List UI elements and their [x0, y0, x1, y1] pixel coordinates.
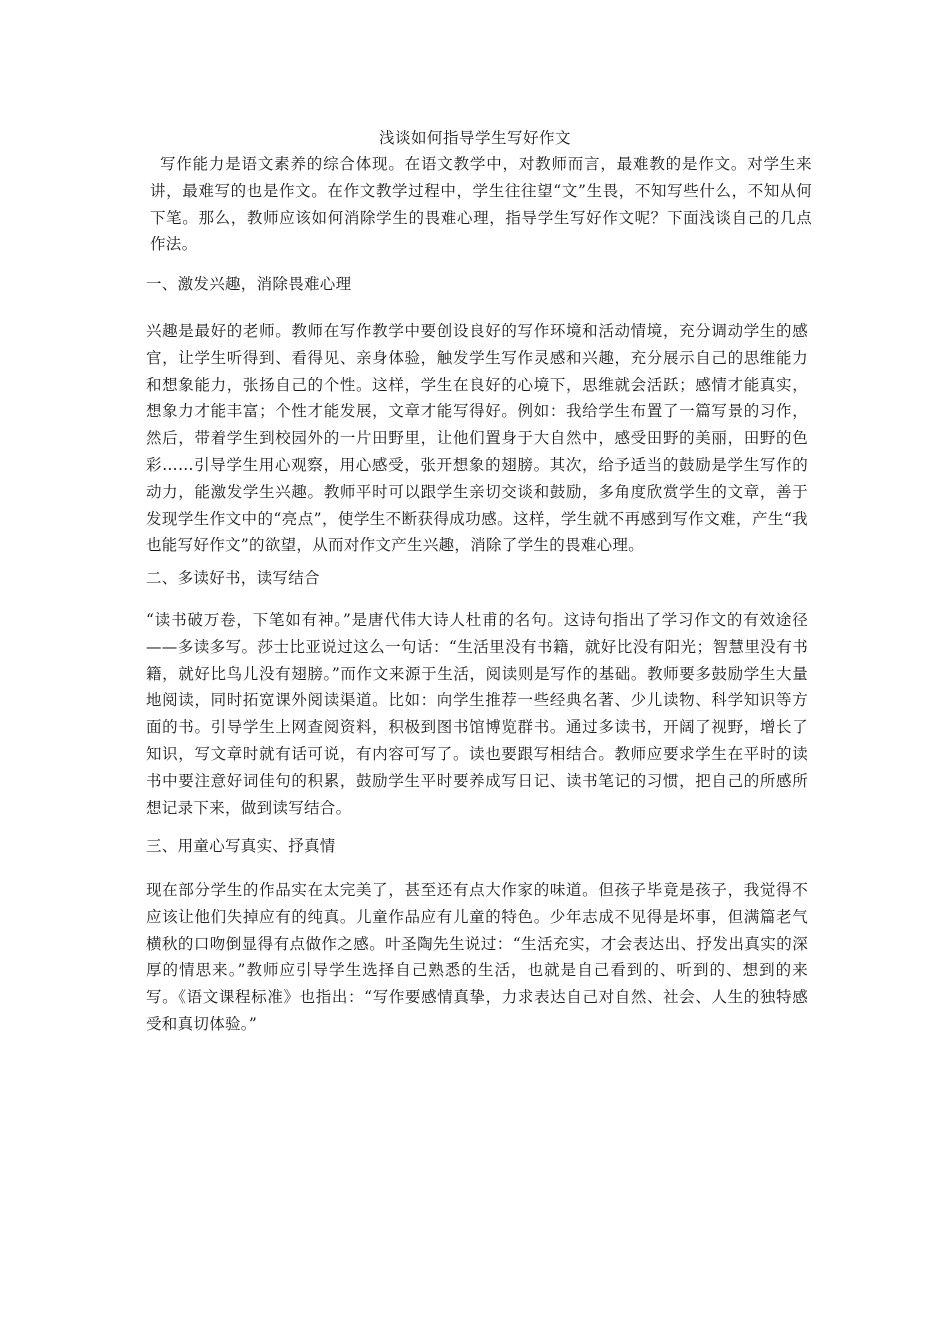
- section-paragraph-3: 现在部分学生的作品实在太完美了，甚至还有点大作家的味道。但孩子毕竟是孩子，我觉得不应该让他们失掉应有的纯真。儿童作品应有儿童的特色。少年志成不见得是坏事，但满篇老气横秋的口吻倒显得有点做作之感。叶圣陶先生说过：“生活充实，才会表达出、抒发出真实的深厚的情思来。”教师应引导学生选择自己熟悉的生活，也就是自己看到的、听到的、想到的来写。《语文课程标准》也指出：“写作要感情真挚，力求表达自己对自然、社会、人生的独特感受和真切体验。”: [146, 881, 808, 1033]
- document-title: 浅谈如何指导学生写好作文: [378, 129, 571, 147]
- section-paragraph-2: “读书破万卷，下笔如有神。”是唐代伟大诗人杜甫的名句。这诗句指出了学习作文的有效途径——多读多写。莎士比亚说过这么一句话：“生活里没有书籍，就好比没有阳光；智慧里没有书籍，就好比鸟儿没有翅膀。”而作文来源于生活，阅读则是写作的基础。教师要多鼓励学生大量地阅读，同时拓宽课外阅读渠道。比如：向学生推荐一些经典名著、少儿读物、科学知识等方面的书。引导学生上网查阅资料，积极到图书馆博览群书。通过多读书，开阔了视野，增长了知识，写文章时就有话可说，有内容可写了。读也要跟写相结合。教师应要求学生在平时的读书中要注意好词佳句的积累，鼓励学生平时要养成写日记、读书笔记的习惯，把自己的所感所想记录下来，做到读写结合。: [146, 611, 808, 817]
- section-heading-3: 三、用童心写真实、抒真情: [146, 837, 336, 855]
- section-heading-1: 一、激发兴趣，消除畏难心理: [146, 275, 352, 293]
- intro-paragraph: 写作能力是语文素养的综合体现。在语文教学中，对教师而言，最难教的是作文。对学生来讲，最难写的也是作文。在作文教学过程中，学生往往望“文”生畏，不知写些什么，不知从何下笔。那么，教师应该如何消除学生的畏难心理，指导学生写好作文呢？下面浅谈自己的几点作法。: [150, 155, 812, 254]
- section-paragraph-1: 兴趣是最好的老师。教师在写作教学中要创设良好的写作环境和活动情境，充分调动学生的感官，让学生听得到、看得见、亲身体验，触发学生写作灵感和兴趣，充分展示自己的思维能力和想象能力，张扬自己的个性。这样，学生在良好的心境下，思维就会活跃；感情才能真实，想象力才能丰富；个性才能发展，文章才能写得好。例如：我给学生布置了一篇写景的习作，然后，带着学生到校园外的一片田野里，让他们置身于大自然中，感受田野的美丽，田野的色彩……引导学生用心观察，用心感受，张开想象的翅膀。其次，给予适当的鼓励是学生写作的动力，能激发学生兴趣。教师平时可以跟学生亲切交谈和鼓励，多角度欣赏学生的文章，善于发现学生作文中的“亮点”，使学生不断获得成功感。这样，学生就不再感到写作文难，产生“我也能写好作文”的欲望，从而对作文产生兴趣，消除了学生的畏难心理。: [146, 322, 808, 555]
- section-heading-2: 二、多读好书，读写结合: [146, 569, 320, 587]
